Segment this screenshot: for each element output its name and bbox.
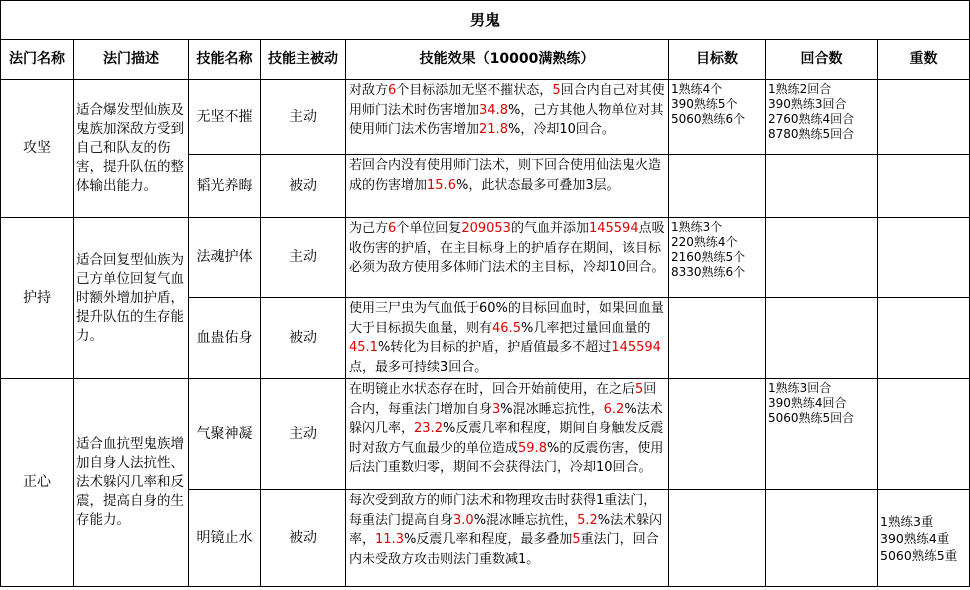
round-count-line: 1熟练3回合 [768,381,832,395]
skill-effect [346,155,669,218]
round-count-line: 2760熟练4回合 [768,112,855,126]
effect-text: 个单位回复 [396,221,462,236]
group-description: 适合爆发型仙族及鬼族加深敌方受到自己和队友的伤害，提升队伍的整体输出能力。 [74,80,189,218]
effect-value: 11.3 [375,532,404,547]
skill-name: 明镜止水 [189,490,261,587]
effect-text: %的反震伤害，使用后法门重数归零，期间不会获得法门，冷却10回合。 [349,440,664,475]
effect-text: %，己方其他人物单位对其使用师门法术伤害增加 [349,102,664,137]
round-count [766,80,878,155]
effect-text: 的气血并添加 [510,221,589,236]
effect-value: 15.6 [427,177,456,193]
stack-count [878,298,970,379]
group-name: 正心 [1,379,74,587]
effect-text: %几率把过量回血量的 [520,320,651,336]
skill-name: 无坚不摧 [189,80,261,155]
round-count [766,218,878,298]
round-count-line: 5060熟练5回合 [768,411,855,425]
effect-value: 6.2 [603,401,625,417]
skill-type: 被动 [261,490,346,587]
effect-value: 6 [388,83,397,98]
effect-text: %混冰睡忘抗性， [473,512,578,528]
table-row [1,218,970,298]
skill-type: 主动 [261,379,346,490]
stack-count [878,155,970,218]
skill-effect [346,80,669,155]
stack-count-line: 1熟练3重 [880,513,934,529]
round-count [766,298,878,379]
skill-effect [346,490,669,587]
effect-text: 每次受到敌方的师门法术和物理攻击时获得1重法门，每重法门提高自身 [349,493,657,528]
target-count [669,155,766,218]
skill-type: 被动 [261,298,346,379]
round-count [766,490,878,587]
effect-text: 个目标添加无坚不摧状态， [396,83,553,98]
group-name: 护持 [1,218,74,379]
effect-value: 34.8 [479,102,508,118]
effect-text: 为己方 [349,221,389,236]
effect-text: %法术躲闪几率， [349,401,663,436]
round-count-line: 390熟练4回合 [768,396,847,410]
column-header: 回合数 [766,40,878,80]
effect-value: 46.5 [492,320,521,336]
effect-text: %反震几率和程度，最多叠加 [403,532,573,547]
stack-count [878,218,970,298]
effect-value: 5 [572,532,581,547]
target-count [669,490,766,587]
skill-name: 韬光养晦 [189,155,261,218]
effect-value: 3.0 [453,512,474,528]
header-row [1,40,970,80]
skill-type: 主动 [261,218,346,298]
skill-effect [346,379,669,490]
target-count [669,298,766,379]
group-name: 攻坚 [1,80,74,218]
effect-value: 45.1 [349,340,378,355]
effect-text: 点，最多可持续3回合。 [349,359,488,375]
target-count-line: 8330熟练6个 [671,265,746,279]
column-header: 重数 [878,40,970,80]
round-count [766,155,878,218]
effect-value: 21.8 [479,122,508,137]
stack-count-line: 390熟练4重 [880,530,950,546]
effect-text: %，此状态最多可叠加3层。 [455,177,620,193]
round-count [766,379,878,490]
effect-text: %混冰睡忘抗性， [500,401,604,417]
effect-text: 若回合内没有使用师门法术，则下回合使用仙法鬼火造成的伤害增加 [349,158,662,193]
target-count-line: 220熟练4个 [671,235,738,249]
round-count-line: 1熟练2回合 [768,82,832,96]
skill-effect [346,298,669,379]
effect-value: 145594 [588,221,639,236]
effect-text: 对敌方 [349,83,389,98]
skill-type: 被动 [261,155,346,218]
effect-value: 145594 [611,340,661,355]
round-count-line: 8780熟练5回合 [768,127,855,141]
effect-text: 点吸收伤害的护盾，在主目标身上的护盾存在期间，该目标必须为敌方使用多体师门法术的主目标，冷却10回合。 [349,221,665,275]
skill-name: 气聚神凝 [189,379,261,490]
table-title: 男鬼 [1,1,970,40]
stack-count [878,80,970,155]
skill-name: 血蛊佑身 [189,298,261,379]
effect-text: 使用三尸虫为气血低于60%的目标回血时，如果回血量大于目标损失血量，则有 [349,301,664,336]
target-count-line: 1熟练4个 [671,82,723,96]
column-header: 法门名称 [1,40,74,80]
skill-type: 主动 [261,80,346,155]
effect-text: %，冷却10回合。 [507,122,615,137]
target-count [669,379,766,490]
effect-text: %法术躲闪率， [349,512,663,547]
effect-text: %转化为目标的护盾，护盾值最多不超过 [377,340,612,355]
table-row [1,379,970,490]
effect-value: 5 [552,83,561,98]
target-count-line: 5060熟练6个 [671,112,746,126]
column-header: 技能名称 [189,40,261,80]
effect-value: 5.2 [577,512,598,528]
group-description: 适合回复型仙族为己方单位回复气血时额外增加护盾，提升队伍的生存能力。 [74,218,189,379]
skill-name: 法魂护体 [189,218,261,298]
skill-effect [346,218,669,298]
stack-count [878,379,970,490]
target-count-line: 390熟练5个 [671,97,738,111]
target-count [669,218,766,298]
column-header: 技能效果（10000满熟练） [346,40,669,80]
effect-value: 6 [388,221,397,236]
effect-text: 在明镜止水状态存在时，回合开始前使用，在之后 [349,382,636,397]
target-count [669,80,766,155]
effect-value: 3 [492,401,501,417]
effect-text: 重法门，回合内未受敌方攻击则法门重数减1。 [349,532,659,567]
target-count-line: 1熟练3个 [671,220,723,234]
effect-text: 回合内，每重法门增加自身 [349,382,657,417]
group-description: 适合血抗型鬼族增加自身人法抗性、法术躲闪几率和反震，提高自身的生存能力。 [74,379,189,587]
column-header: 技能主被动 [261,40,346,80]
column-header: 法门描述 [74,40,189,80]
target-count-line: 2160熟练5个 [671,250,746,264]
table-row [1,80,970,155]
stack-count-line: 5060熟练5重 [880,547,958,563]
round-count-line: 390熟练3回合 [768,97,847,111]
column-header: 目标数 [669,40,766,80]
effect-value: 23.2 [414,421,443,436]
effect-value: 59.8 [518,440,547,456]
effect-value: 209053 [461,221,511,236]
effect-text: 回合内自己对其使用师门法术时伤害增加 [349,83,665,118]
effect-text: %反震几率和程度，期间自身触发反震时对敌方气血最少的单位造成 [349,421,664,456]
effect-value: 5 [635,382,644,397]
stack-count [878,490,970,587]
